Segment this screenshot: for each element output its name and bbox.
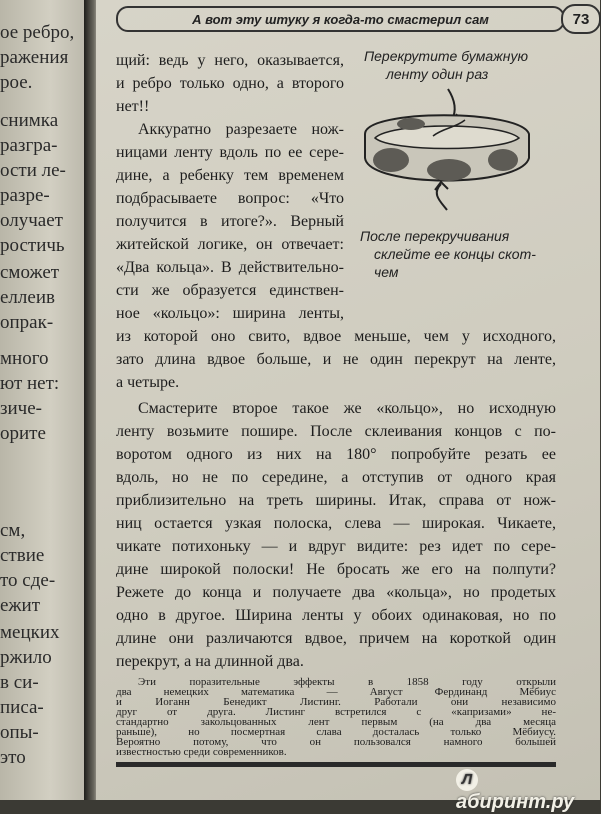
text-line: Режете до конца и получаете два «кольца», но продетых: [116, 584, 556, 601]
left-fragment: ют нет:: [0, 373, 60, 394]
left-fragment: рое.: [0, 72, 33, 93]
mobius-strip-illustration: [351, 84, 541, 214]
text-line: Смастерите второе такое же «кольцо», но исходную: [138, 400, 556, 417]
text-line: вдоль, но не по середине, а отступив от одного края: [116, 469, 556, 486]
left-fragment: в си-: [0, 672, 39, 693]
text-line: и Иоганн Бенедикт Листинг. Работали они независимо: [116, 696, 556, 708]
text-line: а четыре.: [116, 374, 180, 391]
left-fragment: сможет: [0, 262, 60, 283]
left-fragment: ое ребро,: [0, 22, 75, 43]
bottom-rule: [116, 762, 556, 767]
text-line: ниц остается узкая полоска, слева — широкая. Чикаете,: [116, 515, 556, 532]
left-fragment: ростичь: [0, 235, 65, 256]
left-fragment: это: [0, 747, 26, 768]
figure-caption-bottom-line: склейте ее концы скот-: [374, 246, 536, 262]
running-header: А вот эту штуку я когда-то смастерил сам: [116, 6, 565, 32]
watermark: [456, 768, 600, 814]
text-line: перекрут, а на длинной два.: [116, 653, 304, 670]
figure-caption-bottom-line: После перекручивания: [360, 228, 510, 244]
left-fragment: зиче-: [0, 398, 42, 419]
left-fragment: снимка: [0, 110, 59, 131]
left-fragment: олучает: [0, 210, 63, 231]
left-fragment: ости ле-: [0, 160, 66, 181]
text-line: Эти поразительные эффекты в 1858 году открыли: [138, 676, 556, 688]
text-line: Аккуратно разрезаете нож-: [138, 121, 344, 138]
text-line: раньше), но посмертная слава досталась только Мёбиусу.: [116, 726, 556, 738]
book-page: [96, 0, 600, 813]
text-line: нет!!: [116, 98, 150, 115]
text-line: воротом одного из них на 180° попробуйте резать ее: [116, 446, 556, 463]
text-line: и ребро только одно, а второго: [116, 75, 344, 92]
left-fragment: много: [0, 348, 49, 369]
page-number: 73: [561, 4, 601, 34]
left-fragment: ствие: [0, 545, 45, 566]
arrow-up-icon: [437, 184, 447, 210]
left-fragment: мецких: [0, 622, 60, 643]
left-fragment: еллеив: [0, 287, 55, 308]
text-line: подбрасываете вопрос: «Что: [116, 190, 344, 207]
text-line: «Два кольца». В действительно-: [116, 259, 344, 276]
left-fragment: опрак-: [0, 312, 54, 333]
text-line: ленту возьмите пошире. После склеивания концов с по-: [116, 423, 556, 440]
left-fragment: разре-: [0, 185, 50, 206]
text-line: ное «кольцо»: ширина ленты,: [116, 305, 344, 322]
text-line: ницами ленту вдоль по ее сере-: [116, 144, 344, 161]
text-line: из которой оно свито, вдвое меньше, чем у исходного,: [116, 328, 556, 345]
watermark-text: абиринт.ру: [456, 791, 575, 813]
text-line: Вероятно потому, что он пользовался намного большей: [116, 736, 556, 748]
text-line: известностью среди современников.: [116, 746, 287, 758]
text-line: чикате потихоньку — и вдруг видите: рез идет по сере-: [116, 538, 556, 555]
left-fragment: разгра-: [0, 135, 58, 156]
left-fragment: опы-: [0, 722, 39, 743]
left-fragment: ражения: [0, 47, 69, 68]
labirint-logo-icon: Л: [456, 769, 478, 791]
left-fragment: ежит: [0, 595, 41, 616]
text-line: длине они различаются вдвое, причем на короткой один: [116, 630, 556, 647]
text-line: приблизительно на треть ширины. Итак, справа от нож-: [116, 492, 556, 509]
left-fragment: ржило: [0, 647, 52, 668]
text-line: друг от друга. Листинг встретился с «капризами» не-: [116, 706, 556, 718]
left-fragment: писа-: [0, 697, 44, 718]
figure-caption-top-line: Перекрутите бумажную: [364, 48, 529, 64]
text-line: дине широкой полоски! Не бросать же его на полпути?: [116, 561, 556, 578]
left-page-edge: [0, 0, 86, 800]
text-line: дине, а ребенку тем временем: [116, 167, 344, 184]
text-line: одно в другое. Ширина ленты у обоих одинаковая, но по: [116, 607, 556, 624]
left-fragment: см,: [0, 520, 26, 541]
text-line: сти же образуется единствен-: [116, 282, 344, 299]
left-fragment: то сде-: [0, 570, 56, 591]
left-fragment: орите: [0, 423, 46, 444]
text-line: зато длина вдвое больше, и не один перекрут на ленте,: [116, 351, 556, 368]
text-line: стандартно закольцованных лент первым (на два месяца: [116, 716, 556, 728]
figure-caption-bottom-line: чем: [374, 264, 399, 280]
text-line: два немецких математика — Август Фердинанд Мёбиус: [116, 686, 556, 698]
text-line: житейской логике, он отвечает:: [116, 236, 344, 253]
figure-caption-top-line: ленту один раз: [386, 66, 489, 82]
text-line: щий: ведь у него, оказывается,: [116, 52, 344, 69]
text-line: получится в итоге?». Верный: [116, 213, 344, 230]
